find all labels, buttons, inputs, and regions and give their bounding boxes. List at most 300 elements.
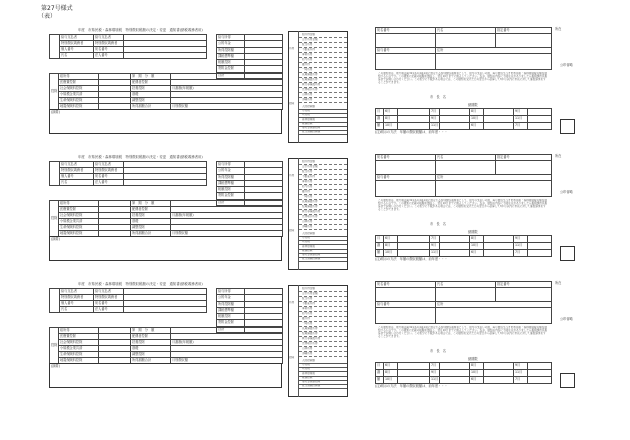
- remarks-box: [49, 236, 282, 261]
- slip-title: 年度 市県民税・森林環境税 特別徴収税額の決定・変更 通知書(納税義務者用): [78, 28, 203, 32]
- empty-cell: [484, 377, 514, 384]
- payer-label: 特別徴収義務者: [60, 295, 94, 301]
- payer-label: 法人番号: [94, 307, 124, 313]
- payer-label: 法人番号: [94, 53, 124, 59]
- summary-label: 合計: [217, 72, 245, 78]
- income-row-label: 先物取引所得: [302, 342, 318, 345]
- empty-cell: [440, 116, 470, 123]
- item-label: 医療費控除: [59, 80, 99, 86]
- pay-month-label: 7月: [430, 363, 440, 370]
- tax-row-label: 県民税: [302, 113, 310, 117]
- deduction-side-label: 控除: [50, 201, 59, 237]
- empty-cell: [496, 34, 552, 48]
- pay-month-label: 9月: [514, 109, 528, 116]
- income-row-label: 不動産所得: [302, 48, 315, 51]
- empty-cell: [528, 123, 552, 130]
- payer-label: 宛名番号: [94, 174, 124, 180]
- pay-month-label: 9月: [430, 116, 440, 123]
- income-row-label: 事業所得: [302, 180, 313, 183]
- pay-month-label: 9月: [514, 363, 528, 370]
- tax-row-label: 市民税: [302, 363, 310, 367]
- payer-label: 個人番号: [60, 301, 94, 307]
- slip-title: 年度 市県民税・森林環境税 特別徴収税額の決定・変更 通知書(納税義務者用): [78, 282, 203, 286]
- income-row-label: 株式等譲渡所得: [302, 210, 321, 213]
- pay-month-label: 8月: [384, 116, 398, 123]
- remarks-box: [49, 363, 282, 388]
- pay-month-label: 8月: [384, 243, 398, 250]
- item-label: 第 期 分 額: [131, 201, 171, 207]
- tax-row-label: 税額控除: [302, 375, 313, 379]
- income-row-label: 給与所得: [302, 185, 313, 188]
- income-row-label: 雑所得: [302, 63, 310, 66]
- pay-month-label: 8月: [470, 363, 484, 370]
- payer-table: [49, 34, 207, 59]
- pay-month-label: 7月: [430, 109, 440, 116]
- payer-table: [49, 288, 207, 313]
- income-row-label: 雑所得: [302, 190, 310, 193]
- income-row-label: 先物取引所得: [302, 88, 318, 91]
- income-row-label: 事業所得: [302, 307, 313, 310]
- empty-cell: [484, 250, 514, 257]
- payer-label: 給与支払者: [60, 35, 94, 41]
- recipient-header: [375, 154, 552, 197]
- month-cells-label: 月別徴収額: [171, 358, 283, 364]
- tax-row-label: 寄附金税額控除: [302, 253, 321, 256]
- row-line: [299, 388, 347, 389]
- income-row-label: 事業所得: [302, 53, 313, 56]
- item-label: 小規模企業共済: [59, 219, 99, 225]
- income-row-label: 短期譲渡所得: [302, 205, 318, 208]
- tax-row-label: 税額控除: [302, 248, 313, 252]
- item-label: 基礎: [131, 92, 171, 98]
- pay-month-label: 10月: [470, 243, 484, 250]
- empty-cell: [398, 116, 430, 123]
- payer-label: 宛名番号: [94, 47, 124, 53]
- payer-side-label: [50, 162, 60, 186]
- empty-cell: [398, 123, 430, 130]
- payer-label: 特別徴収義務者: [60, 168, 94, 174]
- summary-label: 給与所得: [217, 289, 245, 295]
- deduction-table: [49, 73, 283, 110]
- tax-row-label: 森林環境税: [302, 244, 315, 248]
- header-cell: 宛名番号: [376, 155, 436, 161]
- item-label: 社会保険料控除: [59, 86, 99, 92]
- tax-row-label: 市民税: [302, 236, 310, 240]
- stamp-label: 公印省略: [560, 63, 573, 67]
- pay-month-label: 11月: [430, 250, 440, 257]
- income-row-label: 短期譲渡所得: [302, 78, 318, 81]
- pay-month-label: 11月: [514, 116, 528, 123]
- pay-month-label: 6月: [384, 363, 398, 370]
- payer-label: 個人番号: [60, 47, 94, 53]
- income-row-label: 一時所得: [302, 68, 313, 71]
- pay-month-label: 8月: [470, 236, 484, 243]
- payer-label: 法人番号: [94, 180, 124, 186]
- empty-cell: [484, 243, 514, 250]
- empty-cell: [528, 236, 552, 243]
- item-label: 地震保険料控除: [59, 231, 99, 237]
- empty-cell: [376, 161, 436, 175]
- summary-label: 公的年金: [217, 41, 245, 47]
- income-row-label: 総所得金額: [302, 160, 315, 163]
- pay-side-label: 額: [376, 123, 384, 130]
- summary-label: 所得控除額: [217, 47, 245, 53]
- empty-cell: [398, 363, 430, 370]
- pay-month-label: 10月: [384, 250, 398, 257]
- header-cell: 指定番号: [496, 282, 552, 288]
- payer-label: 特別徴収義務者: [94, 168, 124, 174]
- tax-notice-slip: [0, 281, 630, 407]
- pay-label: 納期限: [468, 103, 478, 107]
- recipient-header: [375, 27, 552, 70]
- payer-label: 給与支払者: [60, 289, 94, 295]
- payer-label: 特別徴収義務者: [94, 295, 124, 301]
- empty-cell: [398, 250, 430, 257]
- tax-row-label: 人的控除額: [302, 232, 315, 235]
- item-label: 医療費控除: [59, 334, 99, 340]
- income-row-label: 長期譲渡所得: [302, 200, 318, 203]
- income-row-label: 株式等譲渡所得: [302, 337, 321, 340]
- income-row-label: 給与所得: [302, 58, 313, 61]
- empty-cell: [484, 236, 514, 243]
- header-cell: 氏名: [436, 28, 496, 34]
- item-label: 小規模企業共済: [59, 92, 99, 98]
- payer-label: 個人番号: [60, 174, 94, 180]
- pay-side-label: 割: [376, 243, 384, 250]
- item-label: 扶養控除: [131, 213, 171, 219]
- item-label: 配偶者控除: [131, 334, 171, 340]
- item-label: 配偶者控除: [131, 80, 171, 86]
- mid-side-label: 所得: [289, 47, 295, 50]
- row-line: [299, 356, 347, 357]
- empty-cell: [124, 307, 207, 313]
- income-row-label: 不動産所得: [302, 302, 315, 305]
- item-label: 生命保険料控除: [59, 225, 99, 231]
- footer-note: (注)明示の方法 年額の徴収税額は、前年度・・・: [375, 384, 448, 388]
- seal-box: [560, 119, 575, 134]
- tax-row-label: 税額控除: [302, 121, 313, 125]
- form-side: （表）: [38, 13, 57, 20]
- pay-side-label: 月: [376, 363, 384, 370]
- row-line: [299, 134, 347, 135]
- item-label: 所得割額合計: [131, 358, 171, 364]
- pay-month-label: 7月: [514, 123, 528, 130]
- income-row-label: 山林所得: [302, 347, 313, 350]
- empty-cell: [398, 109, 430, 116]
- item-label: 地震保険料控除: [59, 104, 99, 110]
- item-label: 生命保険料控除: [59, 98, 99, 104]
- payer-label: 氏名: [60, 180, 94, 186]
- income-row-label: 給与所得: [302, 312, 313, 315]
- notice-text: この通知書は、地方税法第321条の4第1項に規定する特別徴収義務者として、給与の支払いの際、毎月徴収すべき市県民税・森林環境税の額を通知するものです。この通知に記載の税額を徴収し、翌月10日までに納入してください。なお、通知の内容に不明な点がありましたら税務課市民税係までお問い合わせください。この処分に不服がある場合には、この通知を受けた日の翌日から起算して3か月以内に市長に対して審査請求をすることができます。: [378, 72, 548, 84]
- pay-month-label: 7月: [514, 250, 528, 257]
- payer-label: 給与支払者: [94, 35, 124, 41]
- notice-text: この通知書は、地方税法第321条の4第1項に規定する特別徴収義務者として、給与の支払いの際、毎月徴収すべき市県民税・森林環境税の額を通知するものです。この通知に記載の税額を徴収し、翌月10日までに納入してください。なお、通知の内容に不明な点がありましたら税務課市民税係までお問い合わせください。この処分に不服がある場合には、この通知を受けた日の翌日から起算して3か月以内に市長に対して審査請求をすることができます。: [378, 326, 548, 338]
- pay-month-label: 6月: [470, 123, 484, 130]
- mid-side-label: 控除: [289, 229, 295, 232]
- month-header: 月割額(年税額): [171, 340, 283, 346]
- header-cell: 指定番号: [496, 155, 552, 161]
- header-cell: 氏名: [436, 282, 496, 288]
- empty-cell: [436, 288, 496, 302]
- pay-month-label: 6月: [384, 236, 398, 243]
- pay-month-label: 10月: [470, 370, 484, 377]
- tax-row-label: 配当割額控除額: [302, 384, 321, 388]
- income-row-label: 退職所得: [302, 225, 313, 228]
- pay-month-label: 7月: [514, 377, 528, 384]
- pay-side-label: 月: [376, 236, 384, 243]
- payer-label: 宛名番号: [94, 301, 124, 307]
- deduction-table: [49, 327, 283, 364]
- deduction-side-label: 控除: [50, 328, 59, 364]
- payment-schedule: [375, 108, 552, 130]
- tax-row-label: 県民税: [302, 367, 310, 371]
- empty-cell: [484, 109, 514, 116]
- empty-cell: [124, 180, 207, 186]
- item-label: 総所得: [59, 74, 99, 80]
- pay-month-label: 6月: [384, 109, 398, 116]
- header-cell: 住所: [436, 302, 552, 308]
- payer-label: 氏名: [60, 53, 94, 59]
- month-header: 月割額(年税額): [171, 213, 283, 219]
- item-label: 調整控除: [131, 98, 171, 104]
- header-cell: 宛名番号: [376, 28, 436, 34]
- empty-cell: [484, 123, 514, 130]
- empty-cell: [484, 370, 514, 377]
- empty-cell: [436, 308, 552, 324]
- empty-cell: [528, 109, 552, 116]
- summary-label: 合計: [217, 199, 245, 205]
- tax-notice-slip: [0, 154, 630, 280]
- item-label: 所得割額合計: [131, 104, 171, 110]
- empty-cell: [440, 377, 470, 384]
- notice-text: この通知書は、地方税法第321条の4第1項に規定する特別徴収義務者として、給与の支払いの際、毎月徴収すべき市県民税・森林環境税の額を通知するものです。この通知に記載の税額を徴収し、翌月10日までに納入してください。なお、通知の内容に不明な点がありましたら税務課市民税係までお問い合わせください。この処分に不服がある場合には、この通知を受けた日の翌日から起算して3か月以内に市長に対して審査請求をすることができます。: [378, 199, 548, 211]
- empty-cell: [398, 370, 430, 377]
- empty-cell: [436, 181, 552, 197]
- empty-cell: [436, 161, 496, 175]
- pay-month-label: 9月: [430, 243, 440, 250]
- summary-label: 公的年金: [217, 295, 245, 301]
- empty-cell: [124, 53, 207, 59]
- city-mayor: 市 長 名: [430, 95, 446, 99]
- pay-side-label: 額: [376, 377, 384, 384]
- pay-month-label: 11月: [430, 123, 440, 130]
- payer-label: 氏名: [60, 307, 94, 313]
- item-label: 第 期 分 額: [131, 74, 171, 80]
- payer-label: 給与支払者: [94, 162, 124, 168]
- row-line: [299, 229, 347, 230]
- empty-cell: [440, 250, 470, 257]
- item-label: 調整控除: [131, 225, 171, 231]
- pay-side-label: 月: [376, 109, 384, 116]
- empty-cell: [528, 250, 552, 257]
- summary-label: 課税標準額: [217, 180, 245, 186]
- empty-cell: [398, 236, 430, 243]
- header-cell: 給与番号: [376, 302, 436, 308]
- empty-cell: [436, 54, 552, 70]
- empty-cell: [496, 288, 552, 302]
- income-row-label: 長期譲渡所得: [302, 73, 318, 76]
- payer-table: [49, 161, 207, 186]
- shozai-label: 所在: [555, 281, 562, 285]
- item-label: 第 期 分 額: [131, 328, 171, 334]
- pay-side-label: 割: [376, 370, 384, 377]
- tax-row-label: 森林環境税: [302, 117, 315, 121]
- income-row-label: 山林所得: [302, 93, 313, 96]
- header-cell: 指定番号: [496, 28, 552, 34]
- empty-cell: [528, 370, 552, 377]
- seal-box: [560, 246, 575, 261]
- income-row-label: 合計所得金額: [302, 38, 318, 41]
- empty-cell: [496, 161, 552, 175]
- mid-side-label: 所得: [289, 301, 295, 304]
- deduction-side-label: 控除: [50, 74, 59, 110]
- pay-month-label: 11月: [430, 377, 440, 384]
- income-row-label: 合計所得金額: [302, 292, 318, 295]
- summary-label: 公的年金: [217, 168, 245, 174]
- header-cell: 住所: [436, 48, 552, 54]
- item-label: 扶養控除: [131, 86, 171, 92]
- pay-month-label: 9月: [430, 370, 440, 377]
- summary-label: 寄附金控除: [217, 320, 245, 326]
- month-header: 月割額(年税額): [171, 86, 283, 92]
- tax-row-label: 寄附金税額控除: [302, 380, 321, 383]
- empty-cell: [440, 243, 470, 250]
- city-mayor: 市 長 名: [430, 349, 446, 353]
- mid-side-label: 控除: [289, 102, 295, 105]
- income-row-label: 配当所得: [302, 297, 313, 300]
- stamp-label: 公印省略: [560, 317, 573, 321]
- item-label: 所得割額合計: [131, 231, 171, 237]
- form-number: 第27号様式: [41, 5, 73, 12]
- footer-note: (注)明示の方法 年額の徴収税額は、前年度・・・: [375, 257, 448, 261]
- pay-label: 納期限: [468, 357, 478, 361]
- empty-cell: [440, 123, 470, 130]
- pay-month-label: 10月: [470, 116, 484, 123]
- summary-label: 課税標準額: [217, 53, 245, 59]
- item-label: 基礎: [131, 219, 171, 225]
- item-label: 基礎: [131, 346, 171, 352]
- income-row-label: 総所得金額: [302, 33, 315, 36]
- income-row-label: 先物取引所得: [302, 215, 318, 218]
- shozai-label: 所在: [555, 154, 562, 158]
- tax-row-label: 寄附金税額控除: [302, 126, 321, 129]
- empty-cell: [528, 243, 552, 250]
- tax-row-label: 配当割額控除額: [302, 130, 321, 134]
- month-cells-label: 月別徴収額: [171, 231, 283, 237]
- pay-side-label: 額: [376, 250, 384, 257]
- summary-label: 課税標準額: [217, 307, 245, 313]
- remarks-box: [49, 109, 282, 134]
- item-label: 生命保険料控除: [59, 352, 99, 358]
- item-label: 調整控除: [131, 352, 171, 358]
- income-row-label: 一時所得: [302, 195, 313, 198]
- city-mayor: 市 長 名: [430, 222, 446, 226]
- empty-cell: [376, 288, 436, 302]
- item-label: 配偶者控除: [131, 207, 171, 213]
- pay-month-label: 11月: [514, 370, 528, 377]
- pay-month-label: 11月: [514, 243, 528, 250]
- summary-label: 給与所得: [217, 162, 245, 168]
- pay-month-label: 8月: [384, 370, 398, 377]
- tax-row-label: 配当割額控除額: [302, 257, 321, 261]
- payer-side-label: [50, 35, 60, 59]
- empty-cell: [528, 116, 552, 123]
- pay-month-label: 6月: [470, 250, 484, 257]
- empty-cell: [376, 34, 436, 48]
- payer-label: 給与支払者: [94, 289, 124, 295]
- item-label: 社会保険料控除: [59, 340, 99, 346]
- tax-row-label: 人的控除額: [302, 359, 315, 362]
- empty-cell: [484, 363, 514, 370]
- summary-label: 所得控除額: [217, 174, 245, 180]
- summary-label: 所得控除額: [217, 301, 245, 307]
- tax-row-label: 県民税: [302, 240, 310, 244]
- income-row-label: 退職所得: [302, 98, 313, 101]
- header-cell: 宛名番号: [376, 282, 436, 288]
- summary-label: 給与所得: [217, 35, 245, 41]
- income-row-label: 株式等譲渡所得: [302, 83, 321, 86]
- pay-side-label: 割: [376, 116, 384, 123]
- empty-cell: [440, 236, 470, 243]
- empty-cell: [528, 363, 552, 370]
- pay-month-label: 10月: [384, 377, 398, 384]
- empty-cell: [436, 34, 496, 48]
- item-label: 扶養控除: [131, 340, 171, 346]
- summary-label: 税額控除: [217, 60, 245, 66]
- income-row-label: 雑所得: [302, 317, 310, 320]
- income-row-label: 配当所得: [302, 43, 313, 46]
- pay-month-label: 8月: [470, 109, 484, 116]
- income-row-label: 総所得金額: [302, 287, 315, 290]
- tax-row-label: 人的控除額: [302, 105, 315, 108]
- header-cell: 住所: [436, 175, 552, 181]
- empty-cell: [484, 116, 514, 123]
- remarks-label: (摘要): [51, 110, 60, 114]
- remarks-label: (摘要): [51, 237, 60, 241]
- empty-cell: [398, 377, 430, 384]
- income-row-label: 配当所得: [302, 170, 313, 173]
- seal-box: [560, 373, 575, 388]
- recipient-header: [375, 281, 552, 324]
- item-label: 総所得: [59, 201, 99, 207]
- income-row-label: 退職所得: [302, 352, 313, 355]
- pay-month-label: 7月: [430, 236, 440, 243]
- payer-label: 給与支払者: [60, 162, 94, 168]
- payment-schedule: [375, 235, 552, 257]
- payer-label: 特別徴収義務者: [60, 41, 94, 47]
- empty-cell: [376, 54, 436, 70]
- remarks-label: (摘要): [51, 364, 60, 368]
- empty-cell: [440, 363, 470, 370]
- pay-month-label: 10月: [384, 123, 398, 130]
- payer-side-label: [50, 289, 60, 313]
- header-cell: 氏名: [436, 155, 496, 161]
- footer-note: (注)明示の方法 年額の徴収税額は、前年度・・・: [375, 130, 448, 134]
- tax-row-label: 森林環境税: [302, 371, 315, 375]
- empty-cell: [440, 109, 470, 116]
- empty-cell: [440, 370, 470, 377]
- item-label: 総所得: [59, 328, 99, 334]
- item-label: 医療費控除: [59, 207, 99, 213]
- empty-cell: [528, 377, 552, 384]
- summary-label: 税額控除: [217, 314, 245, 320]
- empty-cell: [376, 308, 436, 324]
- month-cells-label: 月別徴収額: [171, 104, 283, 110]
- empty-cell: [398, 243, 430, 250]
- income-row-label: 合計所得金額: [302, 165, 318, 168]
- tax-notice-slip: [0, 27, 630, 153]
